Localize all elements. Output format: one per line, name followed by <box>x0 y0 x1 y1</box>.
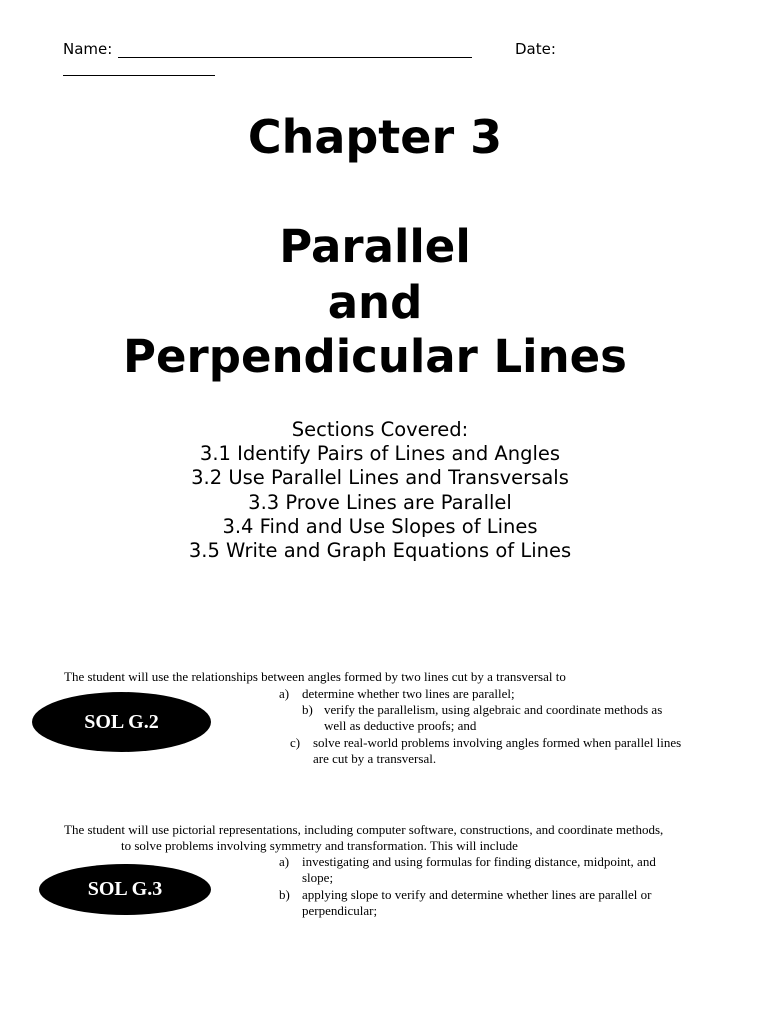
chapter-subtitle-line-2: and <box>327 276 423 329</box>
sol-g2-item-a: determine whether two lines are parallel; <box>302 686 515 701</box>
sol-g2-badge: SOL G.2 <box>32 692 211 752</box>
sections-heading: Sections Covered: <box>291 418 469 441</box>
chapter-title: Chapter 3 <box>247 110 503 164</box>
sol-g3-item-b: applying slope to verify and determine whether lines are parallel or <box>302 887 652 902</box>
sol-g2-marker-c: c) <box>290 735 301 750</box>
date-blank-line <box>63 75 215 76</box>
sol-g3-item-a-cont: slope; <box>302 870 334 885</box>
sol-g3-marker-b: b) <box>279 887 290 902</box>
sections-covered <box>0 418 760 563</box>
sol-g3-intro-cont: to solve problems involving symmetry and transformation. This will include <box>121 838 518 853</box>
sol-g2-item-c-cont: are cut by a transversal. <box>313 751 437 766</box>
section-item: 3.2 Use Parallel Lines and Transversals <box>191 466 569 490</box>
sol-g2-marker-a: a) <box>279 686 290 701</box>
name-blank-line <box>118 57 472 58</box>
sol-g2-item-b: verify the parallelism, using algebraic and coordinate methods as <box>324 702 663 717</box>
sol-g3-intro: The student will use pictorial representations, including computer software, constructions, and coordinate methods, <box>64 822 664 837</box>
date-label: Date: <box>515 40 556 58</box>
section-item: 3.4 Find and Use Slopes of Lines <box>222 514 538 538</box>
chapter-subtitle-line-3: Perpendicular Lines <box>123 330 627 383</box>
name-label: Name: <box>63 40 113 58</box>
section-item: 3.1 Identify Pairs of Lines and Angles <box>199 442 561 466</box>
chapter-subtitle-line-1: Parallel <box>279 220 471 273</box>
sol-g2-marker-b: b) <box>302 702 313 717</box>
sol-g2-item-c: solve real-world problems involving angles formed when parallel lines <box>313 735 682 750</box>
sol-g2-item-b-cont: well as deductive proofs; and <box>324 718 477 733</box>
sol-g3-marker-a: a) <box>279 854 290 869</box>
sol-g3-badge: SOL G.3 <box>39 864 211 915</box>
section-item: 3.3 Prove Lines are Parallel <box>248 490 512 514</box>
section-item: 3.5 Write and Graph Equations of Lines <box>188 539 572 563</box>
sol-g2-intro: The student will use the relationships between angles formed by two lines cut by a transversal to <box>64 669 566 684</box>
sol-g3-item-b-cont: perpendicular; <box>302 903 378 918</box>
sol-g3-item-a: investigating and using formulas for finding distance, midpoint, and <box>302 854 656 869</box>
